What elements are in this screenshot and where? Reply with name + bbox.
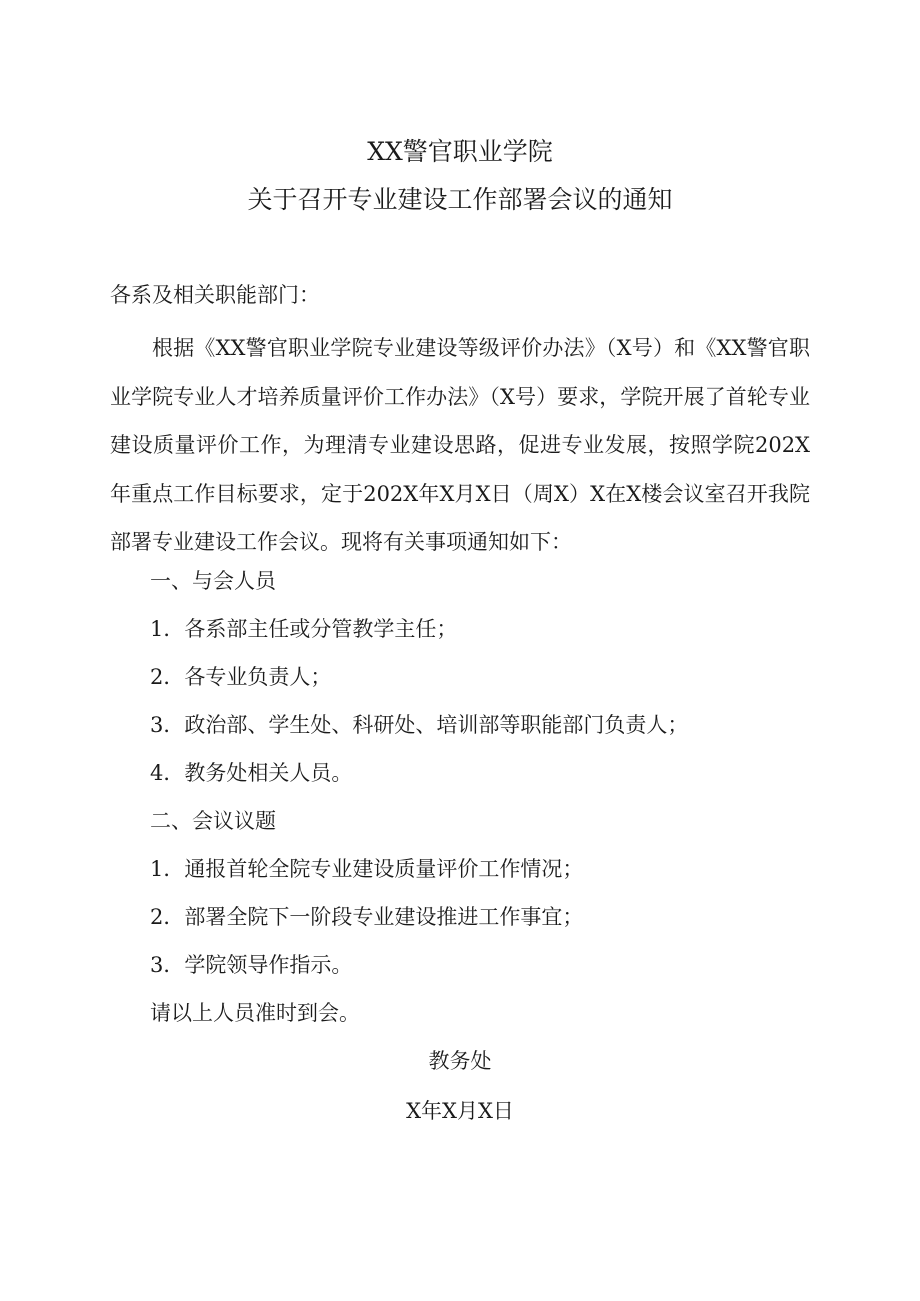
agenda-item: 3．学院领导作指示。 — [150, 953, 353, 977]
document-title-institution: XX警官职业学院 — [367, 137, 553, 166]
attendee-item: 3．政治部、学生处、科研处、培训部等职能部门负责人； — [150, 713, 689, 737]
section-heading-agenda: 二、会议议题 — [150, 809, 276, 833]
agenda-item: 2．部署全院下一阶段专业建设推进工作事宜； — [150, 905, 584, 929]
signature-date: X年X月X日 — [406, 1099, 514, 1123]
attendee-item: 1．各系部主任或分管教学主任； — [150, 617, 458, 641]
signature-department: 教务处 — [428, 1049, 492, 1073]
closing-line: 请以上人员准时到会。 — [150, 1001, 360, 1025]
attendee-item: 2．各专业负责人； — [150, 665, 332, 689]
document-title-subject: 关于召开专业建设工作部署会议的通知 — [247, 185, 673, 214]
attendee-item: 4．教务处相关人员。 — [150, 761, 353, 785]
section-heading-attendees: 一、与会人员 — [150, 569, 276, 593]
salutation: 各系及相关职能部门： — [110, 283, 320, 307]
intro-paragraph: 根据《XX警官职业学院专业建设等级评价办法》（X号）和《XX警官职业学院专业人才培养质量评价工作办法》（X号）要求，学院开展了首轮专业建设质量评价工作，为理清专业建设思路，促进专业发展，按照学院202X年重点工作目标要求，定于202X年X月X日（周X）X在X楼会议室召开我院部署专业建设工作会议。现将有关事项通知如下： — [110, 336, 810, 554]
agenda-item: 1．通报首轮全院专业建设质量评价工作情况； — [150, 857, 584, 881]
